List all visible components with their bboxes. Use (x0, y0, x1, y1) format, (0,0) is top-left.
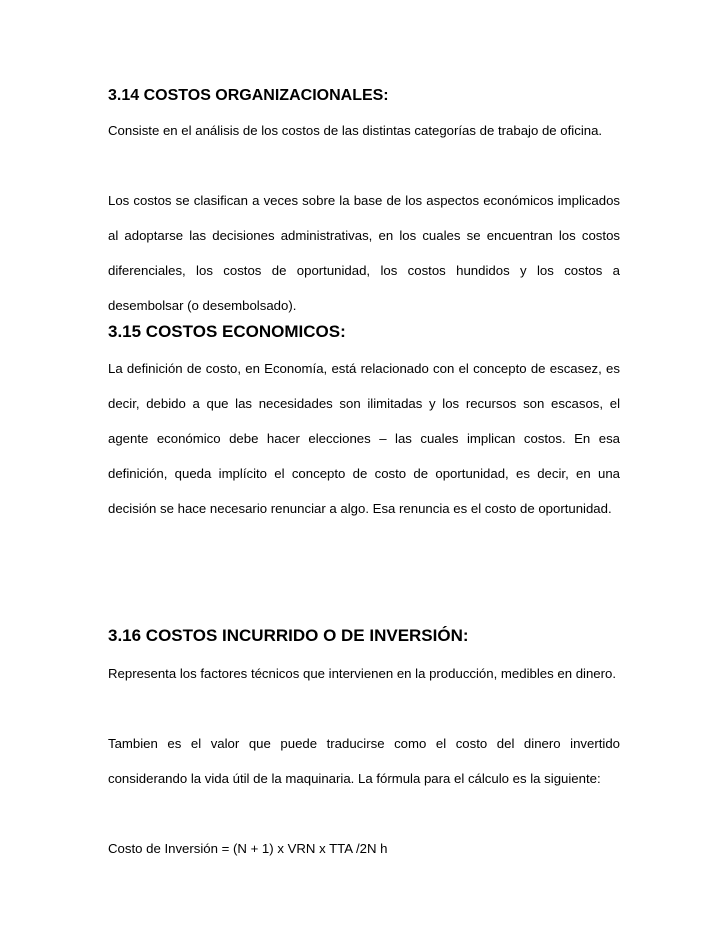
section-3-16-paragraph-2: Tambien es el valor que puede traducirse como el costo del dinero invertido considerando la vida útil de la maquinaria. La fórmula para el cálculo es la siguiente: (108, 736, 620, 786)
section-3-14-paragraph-2: Los costos se clasifican a veces sobre la base de los aspectos económicos implicados al adoptarse las decisiones administrativas, en los cuales se encuentran los costos diferenciales, los costos de oportunidad, los costos hundidos y los costos a desembolsar (o desembolsado). (108, 193, 620, 313)
section-heading-3-16: 3.16 COSTOS INCURRIDO O DE INVERSIÓN: (108, 626, 469, 645)
formula-line: Costo de Inversión = (N + 1) x VRN x TTA /2N h (108, 841, 388, 856)
section-3-16-paragraph-1: Representa los factores técnicos que intervienen en la producción, medibles en dinero. (108, 666, 617, 681)
section-heading-3-15: 3.15 COSTOS ECONOMICOS: (108, 322, 346, 341)
section-3-15-paragraph-1: La definición de costo, en Economía, está relacionado con el concepto de escasez, es decir, debido a que las necesidades son ilimitadas y los recursos son escasos, el agente económico debe hacer elecciones – las cuales implican costos. En esa definición, queda implícito el concepto de costo de oportunidad, es decir, en una decisión se hace necesario renunciar a algo. Esa renuncia es el costo de oportunidad. (108, 361, 620, 516)
section-3-14-paragraph-1: Consiste en el análisis de los costos de las distintas categorías de trabajo de oficina. (108, 123, 603, 138)
section-heading-3-14: 3.14 COSTOS ORGANIZACIONALES: (108, 87, 389, 104)
